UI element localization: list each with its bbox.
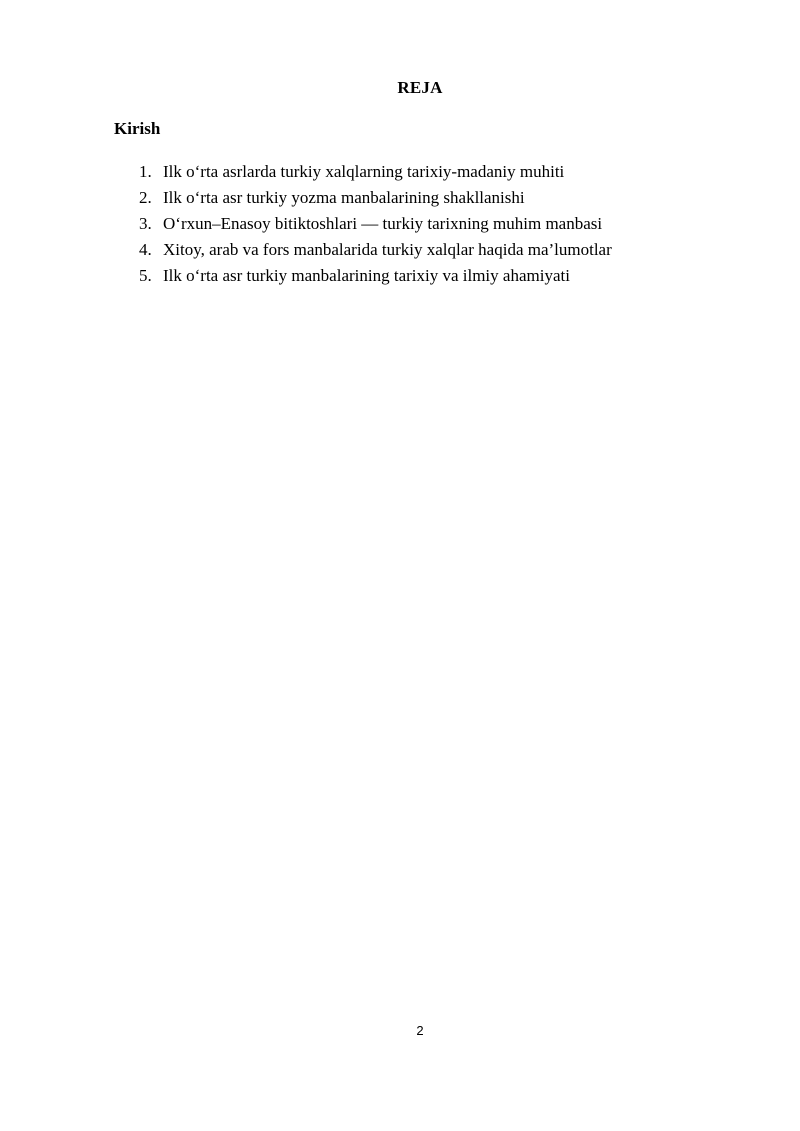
list-item-text: Ilk o‘rta asr turkiy yozma manbalarining shakllanishi (163, 188, 525, 207)
page-title: REJA (397, 78, 443, 97)
list-item-text: Ilk o‘rta asr turkiy manbalarining tarixiy va ilmiy ahamiyati (163, 266, 570, 285)
list-item-number: 2. (139, 188, 152, 207)
list-item-text: Xitoy, arab va fors manbalarida turkiy xalqlar haqida ma’lumotlar (163, 240, 612, 259)
list-item-number: 4. (139, 240, 152, 259)
list-item (139, 162, 612, 188)
list-item (139, 214, 612, 240)
list-item (139, 240, 612, 266)
list-item-number: 5. (139, 266, 152, 285)
list-item (139, 188, 612, 214)
list-item-text: O‘rxun–Enasoy bitiktoshlari — turkiy tarixning muhim manbasi (163, 214, 603, 233)
page-number: 2 (416, 1023, 424, 1038)
plan-list (139, 162, 612, 292)
list-item-number: 3. (139, 214, 152, 233)
list-item-number: 1. (139, 162, 152, 181)
intro-heading: Kirish (114, 119, 161, 138)
list-item (139, 266, 612, 292)
list-item-text: Ilk o‘rta asrlarda turkiy xalqlarning tarixiy-madaniy muhiti (163, 162, 565, 181)
